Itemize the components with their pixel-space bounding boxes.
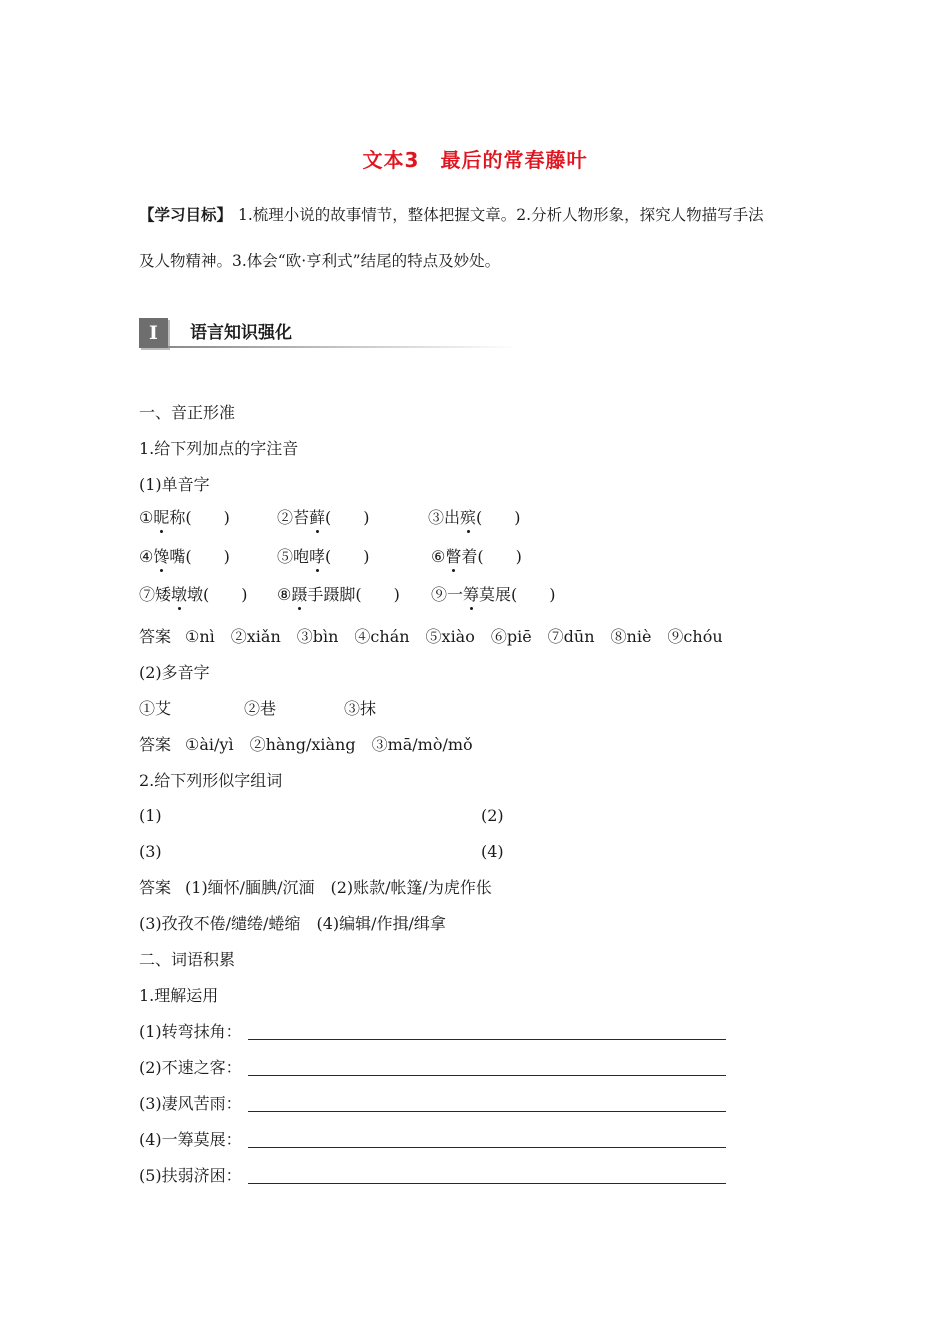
answer-3 [139, 878, 492, 898]
answer-blank-line[interactable] [248, 1075, 726, 1076]
pinyin-item-5: ⑤咆哮( ) [277, 547, 370, 566]
objectives-label: 【学习目标】 [139, 205, 233, 224]
dotted-char: 墩 [171, 585, 188, 604]
section-divider [168, 346, 518, 348]
vocab-item-2: (2)不速之客： [139, 1058, 242, 1077]
dotted-char: 馋 [153, 547, 170, 566]
pinyin-item-3: ③出殡( ) [428, 508, 521, 527]
dotted-char: 蹑 [291, 585, 308, 604]
document-title: 文本3 最后的常春藤叶 [362, 148, 588, 172]
answer-3-line2: (3)孜孜不倦/缱绻/蜷缩 (4)编辑/作揖/缉拿 [139, 914, 446, 933]
section-header [139, 318, 519, 348]
answer-label: 答案 [139, 878, 172, 897]
vocab-item-3: (3)凄风苦雨： [139, 1094, 242, 1113]
answer-2 [139, 735, 473, 755]
vocab-item-4: (4)一筹莫展： [139, 1130, 242, 1149]
question-1: 1.给下列加点的字注音 [139, 439, 299, 458]
vocab-item-5: (5)扶弱济困： [139, 1166, 242, 1185]
dotted-char: 殡 [460, 508, 477, 527]
answer-label: 答案 [139, 735, 172, 754]
answer-blank-line[interactable] [248, 1111, 726, 1112]
multi-item-3: ③抹 [344, 699, 377, 718]
answer-label: 答案 [139, 627, 172, 646]
dotted-char: 昵 [153, 508, 170, 527]
question-2: 2.给下列形似字组词 [139, 771, 283, 790]
part1-heading: 一、音正形准 [139, 403, 236, 422]
pinyin-item-9: ⑨一筹莫展( ) [431, 585, 556, 604]
vocab-item-1: (1)转弯抹角： [139, 1022, 242, 1041]
pinyin-item-1: ①昵称( ) [139, 508, 230, 527]
answer-text: ①ài/yì ②hàng/xiàng ③mā/mò/mǒ [185, 735, 473, 754]
single-sound-heading: (1)单音字 [139, 475, 210, 494]
pinyin-item-8: ⑧蹑手蹑脚( ) [277, 585, 400, 604]
q2-item-3: (3) [139, 842, 162, 861]
multi-sound-heading: (2)多音字 [139, 663, 210, 682]
pinyin-item-6: ⑥瞥着( ) [431, 547, 522, 566]
answer-text: (1)缅怀/腼腆/沉湎 (2)账款/帐篷/为虎作伥 [185, 878, 492, 897]
q2-item-4: (4) [481, 842, 504, 861]
part2-question-1: 1.理解运用 [139, 986, 219, 1005]
dotted-char: 瞥 [445, 547, 462, 566]
answer-blank-line[interactable] [248, 1183, 726, 1184]
pinyin-item-2: ②苔藓( ) [277, 508, 370, 527]
dotted-char: 哮 [309, 547, 326, 566]
section-number: I [139, 318, 168, 348]
dotted-char: 藓 [309, 508, 326, 527]
section-title: 语言知识强化 [190, 323, 292, 343]
pinyin-item-4: ④馋嘴( ) [139, 547, 230, 566]
part2-heading: 二、词语积累 [139, 950, 236, 969]
objectives-text-1: 1.梳理小说的故事情节，整体把握文章。2.分析人物形象，探究人物描写手法 [238, 206, 764, 224]
answer-text: ①nì ②xiǎn ③bìn ④chán ⑤xiào ⑥piē ⑦dūn ⑧niè ⑨chóu [185, 627, 723, 646]
dotted-char: 筹 [463, 585, 480, 604]
objectives-text-2: 及人物精神。3.体会“欧·亨利式”结尾的特点及妙处。 [139, 252, 501, 270]
learning-objectives-line1 [139, 205, 764, 225]
multi-item-2: ②巷 [244, 699, 277, 718]
answer-blank-line[interactable] [248, 1147, 726, 1148]
q2-item-1: (1) [139, 806, 162, 825]
answer-blank-line[interactable] [248, 1039, 726, 1040]
multi-item-1: ①艾 [139, 699, 172, 718]
answer-1 [139, 627, 723, 647]
pinyin-item-7: ⑦矮墩墩( ) [139, 585, 248, 604]
q2-item-2: (2) [481, 806, 504, 825]
